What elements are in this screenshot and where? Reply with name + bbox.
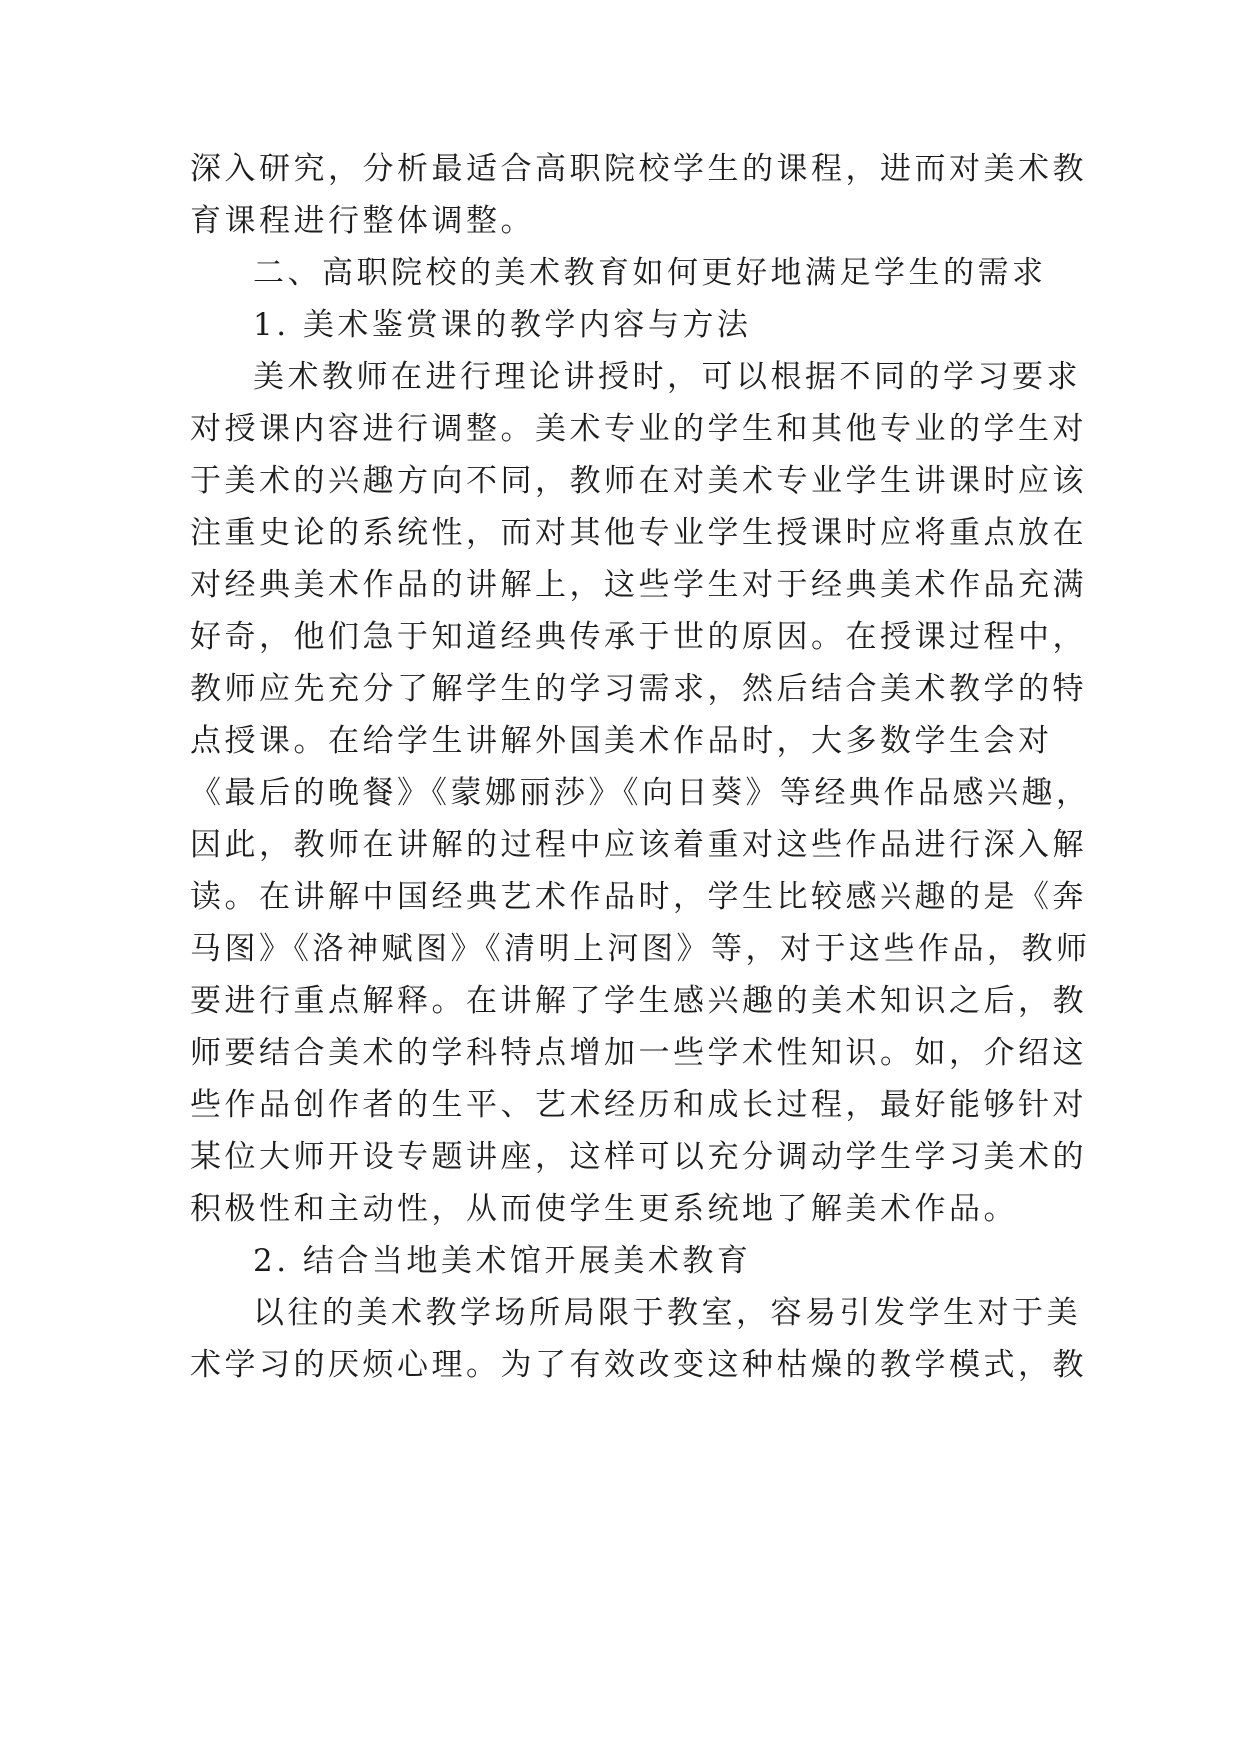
body-line: 因此，教师在讲解的过程中应该着重对这些作品进行深入解 — [190, 827, 1087, 863]
body-line: 积极性和主动性，从而使学生更系统地了解美术作品。 — [190, 1191, 1018, 1227]
body-line: 点授课。在给学生讲解外国美术作品时，大多数学生会对 — [190, 723, 1053, 759]
body-line: 美术教师在进行理论讲授时，可以根据不同的学习要求 — [253, 359, 1081, 395]
body-line: 对授课内容进行调整。美术专业的学生和其他专业的学生对 — [190, 411, 1087, 447]
body-line: 马图》《洛神赋图》《清明上河图》等，对于这些作品，教师 — [190, 931, 1091, 967]
body-line: 注重史论的系统性，而对其他专业学生授课时应将重点放在 — [190, 515, 1087, 551]
subsection-heading: 2. 结合当地美术馆开展美术教育 — [253, 1243, 752, 1279]
body-line: 《最后的晚餐》《蒙娜丽莎》《向日葵》等经典作品感兴趣， — [190, 775, 1091, 811]
body-line: 某位大师开设专题讲座，这样可以充分调动学生学习美术的 — [190, 1139, 1087, 1175]
section-heading: 二、高职院校的美术教育如何更好地满足学生的需求 — [253, 255, 1047, 291]
body-line: 术学习的厌烦心理。为了有效改变这种枯燥的教学模式，教 — [190, 1347, 1087, 1383]
body-line: 于美术的兴趣方向不同，教师在对美术专业学生讲课时应该 — [190, 463, 1087, 499]
body-line: 要进行重点解释。在讲解了学生感兴趣的美术知识之后，教 — [190, 983, 1087, 1019]
body-line: 读。在讲解中国经典艺术作品时，学生比较感兴趣的是《奔 — [190, 879, 1087, 915]
body-line: 育课程进行整体调整。 — [190, 203, 535, 239]
body-line: 对经典美术作品的讲解上，这些学生对于经典美术作品充满 — [190, 567, 1087, 603]
body-line: 教师应先充分了解学生的学习需求，然后结合美术教学的特 — [190, 671, 1087, 707]
subsection-heading: 1. 美术鉴赏课的教学内容与方法 — [253, 307, 752, 343]
body-line: 深入研究，分析最适合高职院校学生的课程，进而对美术教 — [190, 151, 1087, 187]
body-line: 好奇，他们急于知道经典传承于世的原因。在授课过程中， — [190, 619, 1087, 655]
body-line: 师要结合美术的学科特点增加一些学术性知识。如，介绍这 — [190, 1035, 1087, 1071]
body-line: 些作品创作者的生平、艺术经历和成长过程，最好能够针对 — [190, 1087, 1087, 1123]
body-line: 以往的美术教学场所局限于教室，容易引发学生对于美 — [253, 1295, 1081, 1331]
